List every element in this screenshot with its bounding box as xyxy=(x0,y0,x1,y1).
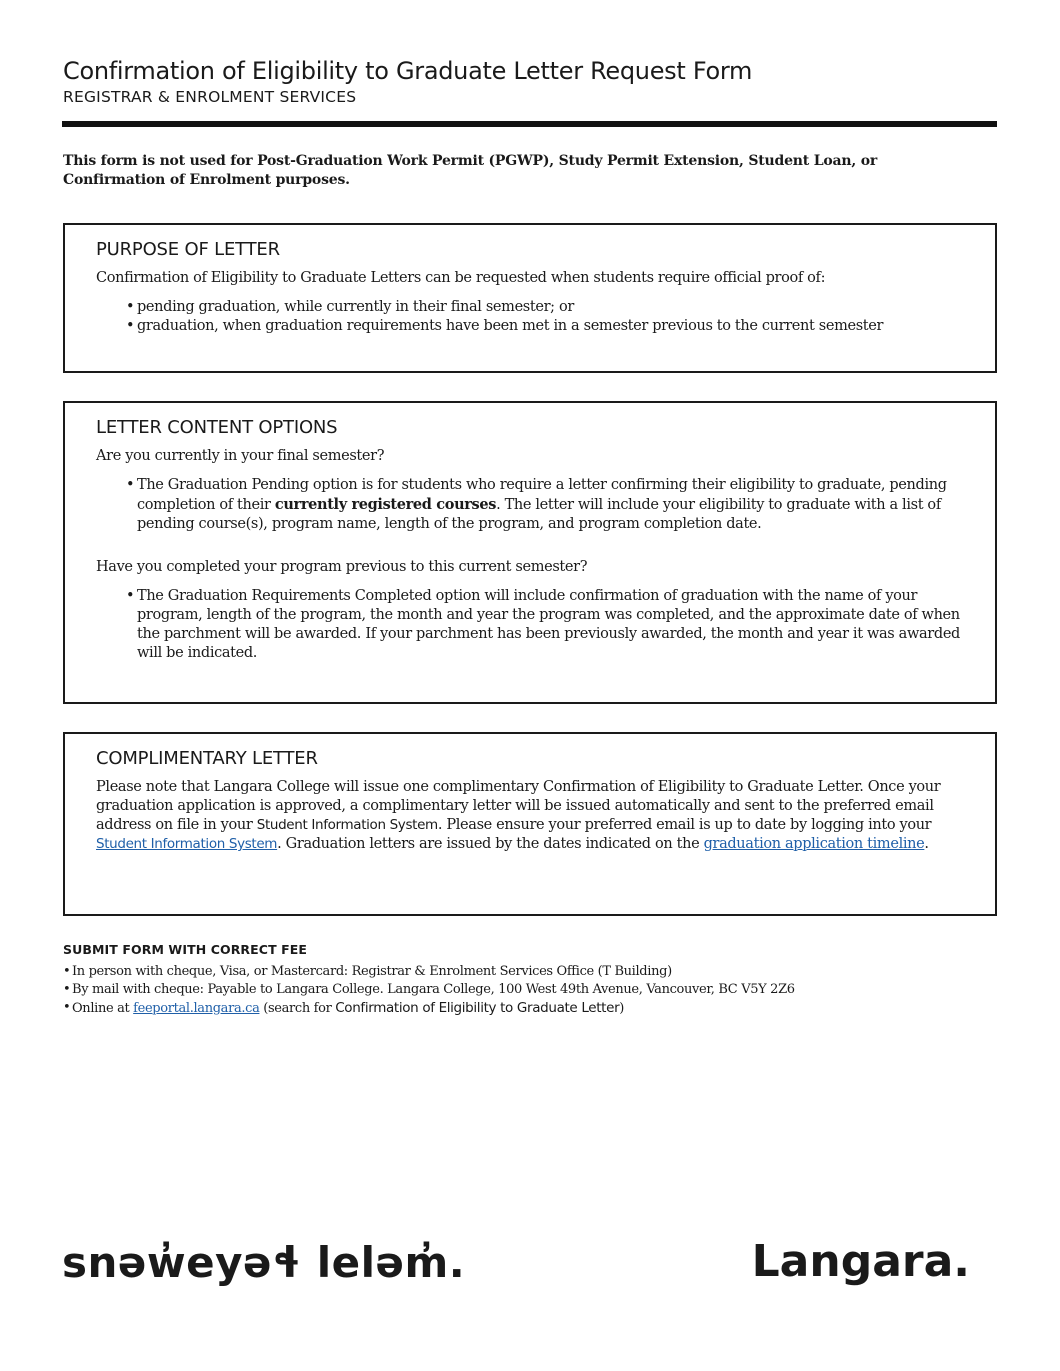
document-header xyxy=(63,56,997,106)
graduation-pending-item xyxy=(126,476,965,534)
purpose-list xyxy=(126,298,965,336)
graduation-pending-list xyxy=(126,476,965,534)
submit-online xyxy=(63,999,963,1018)
list-item: • graduation, when graduation requirements have been met in a semester previous to the current semester xyxy=(126,317,965,336)
currently-registered-courses-emphasis: currently registered courses xyxy=(274,496,497,513)
sis-name-text: Student Information System xyxy=(256,817,438,833)
complimentary-heading: COMPLIMENTARY LETTER xyxy=(96,748,318,769)
online-suffix: ) xyxy=(619,1001,625,1016)
page-title: Confirmation of Eligibility to Graduate Letter Request Form xyxy=(63,57,753,85)
langara-logo: Langara. xyxy=(751,1236,970,1287)
purpose-section xyxy=(63,223,997,373)
fee-portal-link[interactable]: feeportal.langara.ca xyxy=(133,1001,260,1016)
complimentary-text-4: . xyxy=(924,836,929,852)
complimentary-text-3: . Graduation letters are issued by the dates indicated on the xyxy=(277,836,704,852)
purpose-intro: Confirmation of Eligibility to Graduate Letters can be requested when students require official proof of: xyxy=(96,270,826,286)
graduation-pending-text: The Graduation Pending option is for students who require a letter confirming their eligibility to graduate, pending completion of their xyxy=(137,477,947,513)
list-item: • pending graduation, while currently in their final semester; or xyxy=(126,298,965,317)
submit-methods-list xyxy=(63,963,963,1018)
submit-section xyxy=(63,942,963,1018)
graduation-pending-text-end: . The letter will include your eligibility to graduate with a list of pending course(s), program name, length of the program, and program completion date. xyxy=(137,497,941,532)
content-options-heading: LETTER CONTENT OPTIONS xyxy=(96,417,338,438)
submit-in-person: • In person with cheque, Visa, or Mastercard: Registrar & Enrolment Services Office (T Building) xyxy=(63,963,963,981)
final-semester-question: Are you currently in your final semester? xyxy=(96,448,385,464)
student-information-system-link[interactable]: Student Information System xyxy=(96,836,278,852)
submit-heading: SUBMIT FORM WITH CORRECT FEE xyxy=(63,942,308,957)
content-options-section xyxy=(63,401,997,704)
online-search-term: Confirmation of Eligibility to Graduate Letter xyxy=(335,1000,620,1016)
requirements-completed-list xyxy=(126,587,965,663)
purpose-heading: PURPOSE OF LETTER xyxy=(96,239,280,260)
complimentary-text-2: . Please ensure your preferred email is up to date by logging into your xyxy=(437,817,932,833)
completed-program-question: Have you completed your program previous to this current semester? xyxy=(96,559,588,575)
submit-by-mail: • By mail with cheque: Payable to Langara College. Langara College, 100 West 49th Avenue, Vancouver, BC V5Y 2Z6 xyxy=(63,981,963,999)
header-divider xyxy=(62,121,997,127)
complimentary-text-1: Please note that Langara College will issue one complimentary Confirmation of Eligibility to Graduate Letter. Once your graduation application is approved, a complimentary letter will be issued automatically and sent to the preferred email address on file in your xyxy=(96,779,941,833)
requirements-completed-item: • The Graduation Requirements Completed option will include confirmation of graduation with the name of your program, length of the program, the month and year the program was completed, and the approximate date of when the parchment will be awarded. If your parchment has been previously awarded, the month and year it was awarded will be indicated. xyxy=(126,587,965,663)
complimentary-paragraph xyxy=(96,778,965,854)
online-mid: (search for xyxy=(259,1001,336,1016)
usage-notice: This form is not used for Post-Graduation Work Permit (PGWP), Study Permit Extension, Student Loan, or Confirmation of Enrolment purposes. xyxy=(63,153,878,188)
complimentary-section xyxy=(63,732,997,916)
page-subtitle: REGISTRAR & ENROLMENT SERVICES xyxy=(63,88,357,106)
indigenous-name-wordmark: snəw̓eyəɬ leləm̓. xyxy=(62,1238,466,1287)
online-prefix: Online at xyxy=(72,1001,134,1016)
graduation-timeline-link[interactable]: graduation application timeline xyxy=(703,836,925,852)
